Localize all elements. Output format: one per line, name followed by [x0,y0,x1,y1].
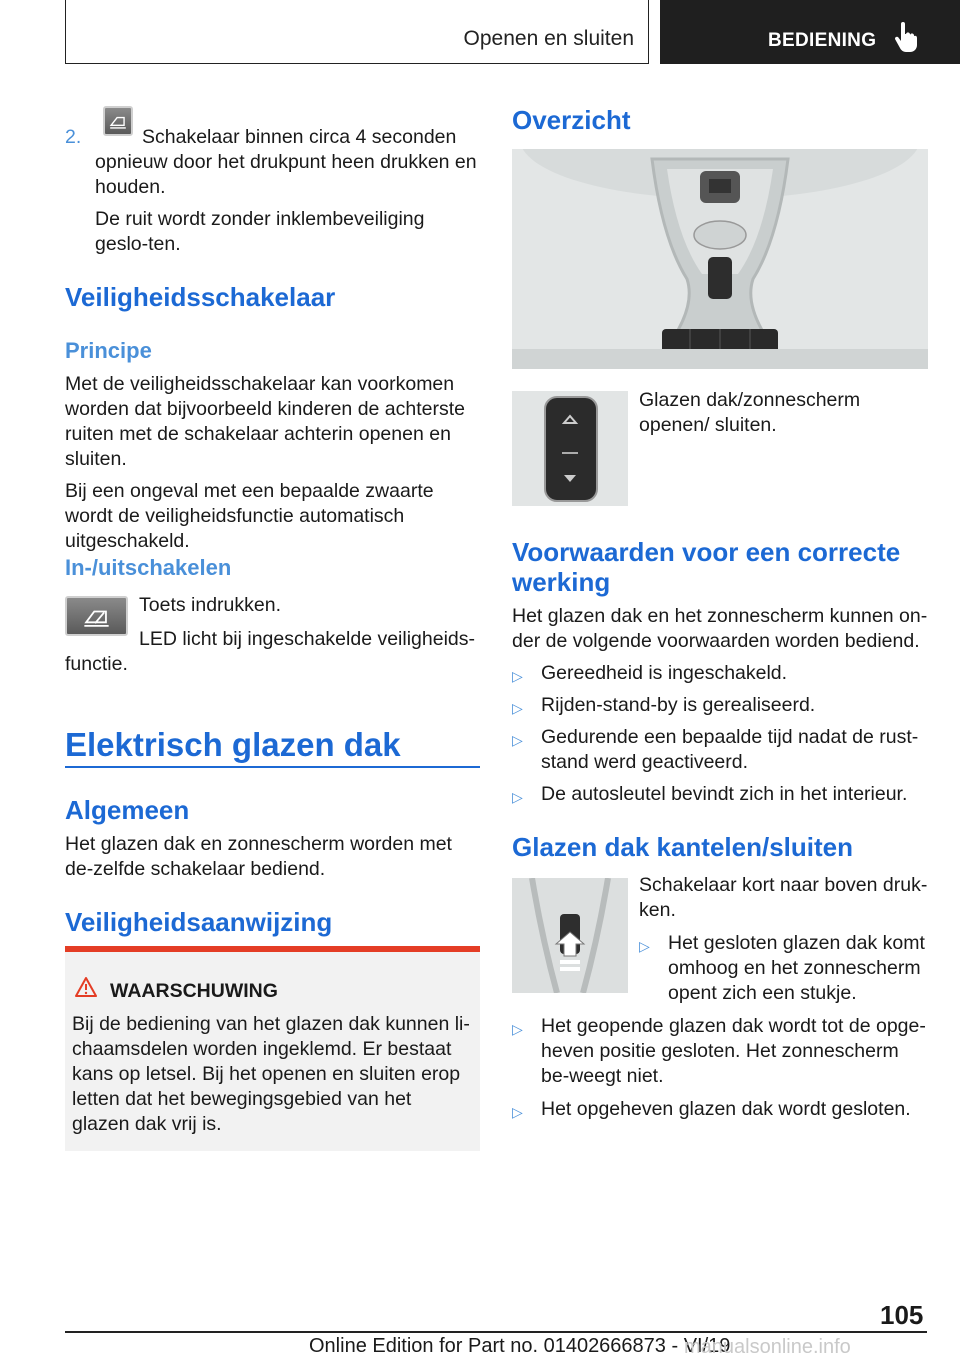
tilt-list [512,1014,932,1128]
pointing-hand-icon [894,22,918,52]
switch-caption: Glazen dak/zonnescherm openen/ sluiten. [639,389,861,436]
warning-title: WAARSCHUWING [110,980,278,1002]
step-2-result: De ruit wordt zonder inklembeveiliging geslo-ten. [95,208,425,255]
heading-tilt-close: Glazen dak kantelen/sluiten [512,832,853,862]
header-section-box [65,0,649,64]
heading-on-off: In-/uitschakelen [65,555,232,580]
onoff-line-2b: functie. [65,653,128,675]
header-section-title: Openen en sluiten [463,27,634,50]
principle-paragraph-1: Met de veiligheidsschakelaar kan voorkomen worden dat bijvoorbeeld kinderen de achterste ruiten met de schakelaar achterin openen en sluiten. [65,373,466,470]
conditions-intro: Het glazen dak en het zonnescherm kunnen on-der de volgende voorwaarden worden bediend. [512,605,928,652]
safety-switch-icon [65,596,128,636]
warning-text: Bij de bediening van het glazen dak kunnen li-chaamsdelen worden ingeklemd. Er bestaat kans op letsel. Bij het openen en sluiten erop letten dat het bewegingsgebied van het glazen dak vrij is. [72,1013,470,1135]
heading-conditions [512,537,900,597]
tilt-switch-photo [512,878,628,993]
tilt-text: Schakelaar kort naar boven druk-ken. [639,874,928,921]
general-text: Het glazen dak en zonnescherm worden met de-zelfde schakelaar bediend. [65,833,452,880]
watermark: manualsonline.info [684,1336,851,1358]
list-item: ▷ Het gesloten glazen dak komt omhoog en het zonnescherm opent zich een stukje. [639,932,925,1004]
heading-conditions-line-2: werking [512,567,611,597]
list-item: ▷ De autosleutel bevindt zich in het interieur. [512,783,908,805]
list-item: ▷ Rijden-stand-by is gerealiseerd. [512,694,816,716]
heading-safety-note: Veiligheidsaanwijzing [65,907,333,937]
heading-rule [65,766,480,768]
overhead-console-photo [512,149,928,369]
step-number: 2. [65,126,82,148]
list-item: ▷ Gedurende een bepaalde tijd nadat de rust-stand werd geactiveerd. [512,726,919,773]
list-item: ▷ Het geopende glazen dak wordt tot de opge-heven positie gesloten. Het zonnescherm be-weegt niet. [512,1015,926,1087]
header-chapter-title: BEDIENING [768,30,877,51]
heading-principle: Principe [65,338,152,363]
roof-switch-photo [512,391,628,506]
heading-conditions-line-1: Voorwaarden voor een correcte [512,537,901,567]
heading-safety-switch: Veiligheidsschakelaar [65,282,336,312]
header-chapter-box [660,0,960,64]
warning-box [65,946,480,1151]
heading-overview: Overzicht [512,105,631,135]
heading-general: Algemeen [65,795,190,825]
tilt-sub-list [639,931,929,1012]
step-2-text: Schakelaar binnen circa 4 seconden opnieuw door het drukpunt heen drukken en houden. [95,126,477,198]
heading-glass-roof: Elektrisch glazen dak [65,726,401,763]
footer-rule [65,1331,927,1333]
list-item: ▷ Het opgeheven glazen dak wordt gesloten. [512,1098,911,1120]
conditions-list [512,661,932,813]
principle-paragraph-2: Bij een ongeval met een bepaalde zwaarte wordt de veiligheidsfunctie automatisch uitgeschakeld. [65,480,434,552]
onoff-line-2a: LED licht bij ingeschakelde veiligheids- [139,628,476,650]
warning-triangle-icon [75,976,97,998]
list-item: ▷ Gereedheid is ingeschakeld. [512,662,788,684]
onoff-line-1: Toets indrukken. [139,594,281,616]
page-number: 105 [880,1300,924,1330]
edition-line: Online Edition for Part no. 01402666873 - VI/19 [309,1335,731,1357]
